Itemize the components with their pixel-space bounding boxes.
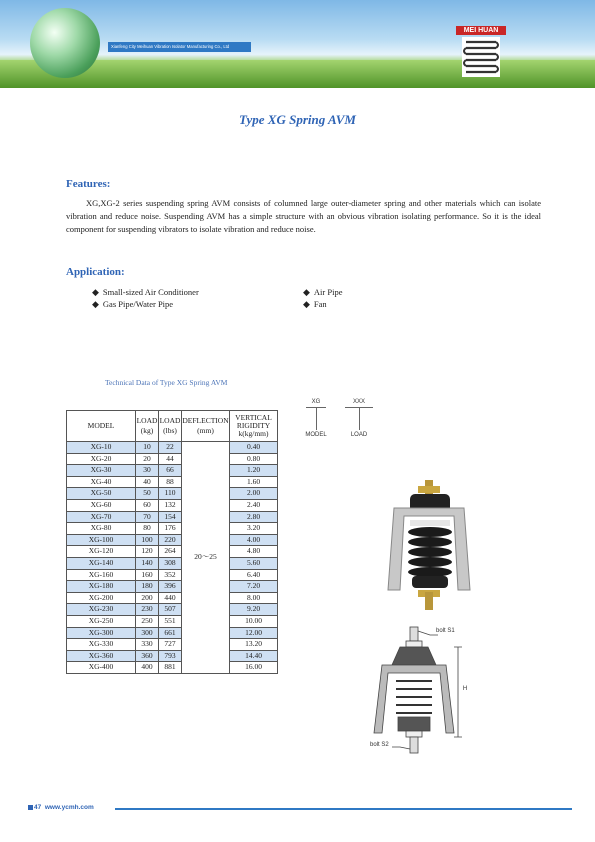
cell-load-lbs: 308 bbox=[159, 557, 182, 569]
cell-rigidity: 5.60 bbox=[230, 557, 278, 569]
application-item: ◆ Air Pipe bbox=[303, 287, 343, 297]
cell-model: XG-330 bbox=[67, 639, 136, 651]
cell-deflection: 20～25 bbox=[182, 442, 230, 674]
cell-load-kg: 140 bbox=[136, 557, 159, 569]
cell-load-lbs: 110 bbox=[159, 488, 182, 500]
spring-avm-photo bbox=[380, 480, 480, 610]
application-item: ◆ Fan bbox=[303, 299, 327, 309]
technical-drawing bbox=[370, 625, 480, 760]
bolt-s2-label: bolt S2 bbox=[370, 742, 389, 748]
cell-load-kg: 20 bbox=[136, 453, 159, 465]
cell-rigidity: 13.20 bbox=[230, 639, 278, 651]
cell-load-kg: 10 bbox=[136, 442, 159, 454]
cell-load-lbs: 154 bbox=[159, 511, 182, 523]
cell-model: XG-360 bbox=[67, 650, 136, 662]
footer-url[interactable]: www.ycmh.com bbox=[44, 804, 94, 811]
table-row bbox=[67, 615, 278, 627]
key-connector bbox=[359, 408, 360, 430]
application-item: ◆ Small-sized Air Conditioner bbox=[92, 287, 199, 297]
cell-load-lbs: 727 bbox=[159, 639, 182, 651]
diamond-bullet-icon: ◆ bbox=[92, 287, 99, 297]
cell-load-kg: 180 bbox=[136, 581, 159, 593]
cell-load-lbs: 264 bbox=[159, 546, 182, 558]
cell-load-kg: 200 bbox=[136, 592, 159, 604]
cell-load-lbs: 220 bbox=[159, 534, 182, 546]
cell-rigidity: 0.80 bbox=[230, 453, 278, 465]
cell-load-kg: 80 bbox=[136, 523, 159, 535]
features-heading: Features: bbox=[66, 178, 111, 190]
cell-rigidity: 2.40 bbox=[230, 499, 278, 511]
cell-model: XG-20 bbox=[67, 453, 136, 465]
company-name: Xianfeng City Meihuan Vibration Isolator Manufacturing Co., Ltd bbox=[108, 42, 251, 52]
cell-model: XG-250 bbox=[67, 615, 136, 627]
cell-model: XG-80 bbox=[67, 523, 136, 535]
diamond-bullet-icon: ◆ bbox=[303, 287, 310, 297]
page-footer bbox=[28, 804, 94, 811]
header-deflection: DEFLECTION (mm) bbox=[182, 411, 230, 442]
key-series: XG bbox=[311, 399, 321, 405]
cell-load-lbs: 551 bbox=[159, 615, 182, 627]
cell-load-kg: 400 bbox=[136, 662, 159, 674]
diamond-bullet-icon: ◆ bbox=[303, 299, 310, 309]
cell-load-lbs: 88 bbox=[159, 476, 182, 488]
technical-data-table bbox=[66, 410, 278, 674]
application-item: ◆ Gas Pipe/Water Pipe bbox=[92, 299, 174, 309]
table-row bbox=[67, 476, 278, 488]
cell-rigidity: 0.40 bbox=[230, 442, 278, 454]
cell-rigidity: 4.80 bbox=[230, 546, 278, 558]
table-row bbox=[67, 534, 278, 546]
cell-load-lbs: 440 bbox=[159, 592, 182, 604]
cell-load-lbs: 396 bbox=[159, 581, 182, 593]
cell-load-lbs: 352 bbox=[159, 569, 182, 581]
cell-rigidity: 3.20 bbox=[230, 523, 278, 535]
cell-load-kg: 120 bbox=[136, 546, 159, 558]
cell-load-kg: 30 bbox=[136, 465, 159, 477]
cell-load-kg: 230 bbox=[136, 604, 159, 616]
table-row bbox=[67, 592, 278, 604]
cell-rigidity: 6.40 bbox=[230, 569, 278, 581]
header-load-lbs: LOAD (lbs) bbox=[159, 411, 182, 442]
cell-load-kg: 300 bbox=[136, 627, 159, 639]
cell-load-kg: 360 bbox=[136, 650, 159, 662]
table-row bbox=[67, 650, 278, 662]
cell-load-lbs: 661 bbox=[159, 627, 182, 639]
cell-model: XG-40 bbox=[67, 476, 136, 488]
cell-model: XG-300 bbox=[67, 627, 136, 639]
cell-load-kg: 100 bbox=[136, 534, 159, 546]
header-load-kg: LOAD (kg) bbox=[136, 411, 159, 442]
cell-load-kg: 70 bbox=[136, 511, 159, 523]
cell-model: XG-10 bbox=[67, 442, 136, 454]
table-row bbox=[67, 581, 278, 593]
cell-rigidity: 16.00 bbox=[230, 662, 278, 674]
cell-load-kg: 250 bbox=[136, 615, 159, 627]
key-load-label: LOAD bbox=[350, 432, 368, 438]
cell-load-kg: 330 bbox=[136, 639, 159, 651]
table-row bbox=[67, 442, 278, 454]
table-row bbox=[67, 523, 278, 535]
page-title: Type XG Spring AVM bbox=[239, 112, 356, 127]
cell-load-lbs: 132 bbox=[159, 499, 182, 511]
square-bullet-icon bbox=[28, 805, 33, 810]
globe-image bbox=[30, 8, 100, 78]
cell-rigidity: 2.80 bbox=[230, 511, 278, 523]
cell-rigidity: 1.60 bbox=[230, 476, 278, 488]
cell-load-lbs: 66 bbox=[159, 465, 182, 477]
cell-model: XG-60 bbox=[67, 499, 136, 511]
cell-load-lbs: 44 bbox=[159, 453, 182, 465]
table-row bbox=[67, 511, 278, 523]
table-row bbox=[67, 557, 278, 569]
cell-load-lbs: 507 bbox=[159, 604, 182, 616]
cell-load-lbs: 881 bbox=[159, 662, 182, 674]
cell-model: XG-70 bbox=[67, 511, 136, 523]
cell-model: XG-120 bbox=[67, 546, 136, 558]
key-load-code: XXX bbox=[352, 399, 365, 405]
table-row bbox=[67, 453, 278, 465]
cell-load-lbs: 22 bbox=[159, 442, 182, 454]
cell-model: XG-30 bbox=[67, 465, 136, 477]
cell-rigidity: 2.00 bbox=[230, 488, 278, 500]
features-text: XG,XG-2 series suspending spring AVM consists of columned large outer-diameter spring and other materials which can isolate vibration and reduce noise. Suspending AVM has a simple structure with an obvious vibration isolating performance. So it is the ideal component for suspending vibrators to isolate vibration and reduce noise. bbox=[66, 198, 541, 234]
table-row bbox=[67, 499, 278, 511]
company-logo bbox=[456, 26, 506, 80]
cell-model: XG-400 bbox=[67, 662, 136, 674]
cell-rigidity: 10.00 bbox=[230, 615, 278, 627]
table-row bbox=[67, 662, 278, 674]
cell-model: XG-100 bbox=[67, 534, 136, 546]
bolt-s1-label: bolt S1 bbox=[436, 628, 455, 634]
cell-rigidity: 4.00 bbox=[230, 534, 278, 546]
cell-rigidity: 1.20 bbox=[230, 465, 278, 477]
header-model: MODEL bbox=[67, 411, 136, 442]
table-caption: Technical Data of Type XG Spring AVM bbox=[105, 378, 228, 387]
cell-model: XG-180 bbox=[67, 581, 136, 593]
cell-model: XG-200 bbox=[67, 592, 136, 604]
cell-model: XG-140 bbox=[67, 557, 136, 569]
key-model-label: MODEL bbox=[305, 432, 327, 438]
cell-model: XG-230 bbox=[67, 604, 136, 616]
cell-rigidity: 9.20 bbox=[230, 604, 278, 616]
table-row bbox=[67, 546, 278, 558]
logo-text: MEI HUAN bbox=[456, 26, 506, 35]
cell-load-kg: 160 bbox=[136, 569, 159, 581]
cell-rigidity: 7.20 bbox=[230, 581, 278, 593]
table-row bbox=[67, 627, 278, 639]
cell-model: XG-50 bbox=[67, 488, 136, 500]
table-row bbox=[67, 604, 278, 616]
table-row bbox=[67, 488, 278, 500]
table-row bbox=[67, 465, 278, 477]
header-rigidity: VERTICAL RIGIDITY k(kg/mm) bbox=[230, 411, 278, 442]
diamond-bullet-icon: ◆ bbox=[92, 299, 99, 309]
key-connector bbox=[316, 408, 317, 430]
application-heading: Application: bbox=[66, 266, 125, 278]
cell-load-lbs: 793 bbox=[159, 650, 182, 662]
cell-load-lbs: 176 bbox=[159, 523, 182, 535]
cell-rigidity: 8.00 bbox=[230, 592, 278, 604]
height-label: H bbox=[462, 686, 468, 692]
cell-model: XG-160 bbox=[67, 569, 136, 581]
cell-load-kg: 60 bbox=[136, 499, 159, 511]
cell-load-kg: 40 bbox=[136, 476, 159, 488]
table-row bbox=[67, 639, 278, 651]
spring-logo-icon bbox=[462, 37, 500, 77]
cell-rigidity: 12.00 bbox=[230, 627, 278, 639]
header-banner bbox=[0, 0, 595, 88]
footer-rule bbox=[115, 808, 572, 810]
cell-load-kg: 50 bbox=[136, 488, 159, 500]
table-body bbox=[67, 442, 278, 674]
table-row bbox=[67, 569, 278, 581]
cell-rigidity: 14.40 bbox=[230, 650, 278, 662]
page-number: 47 bbox=[34, 804, 42, 811]
